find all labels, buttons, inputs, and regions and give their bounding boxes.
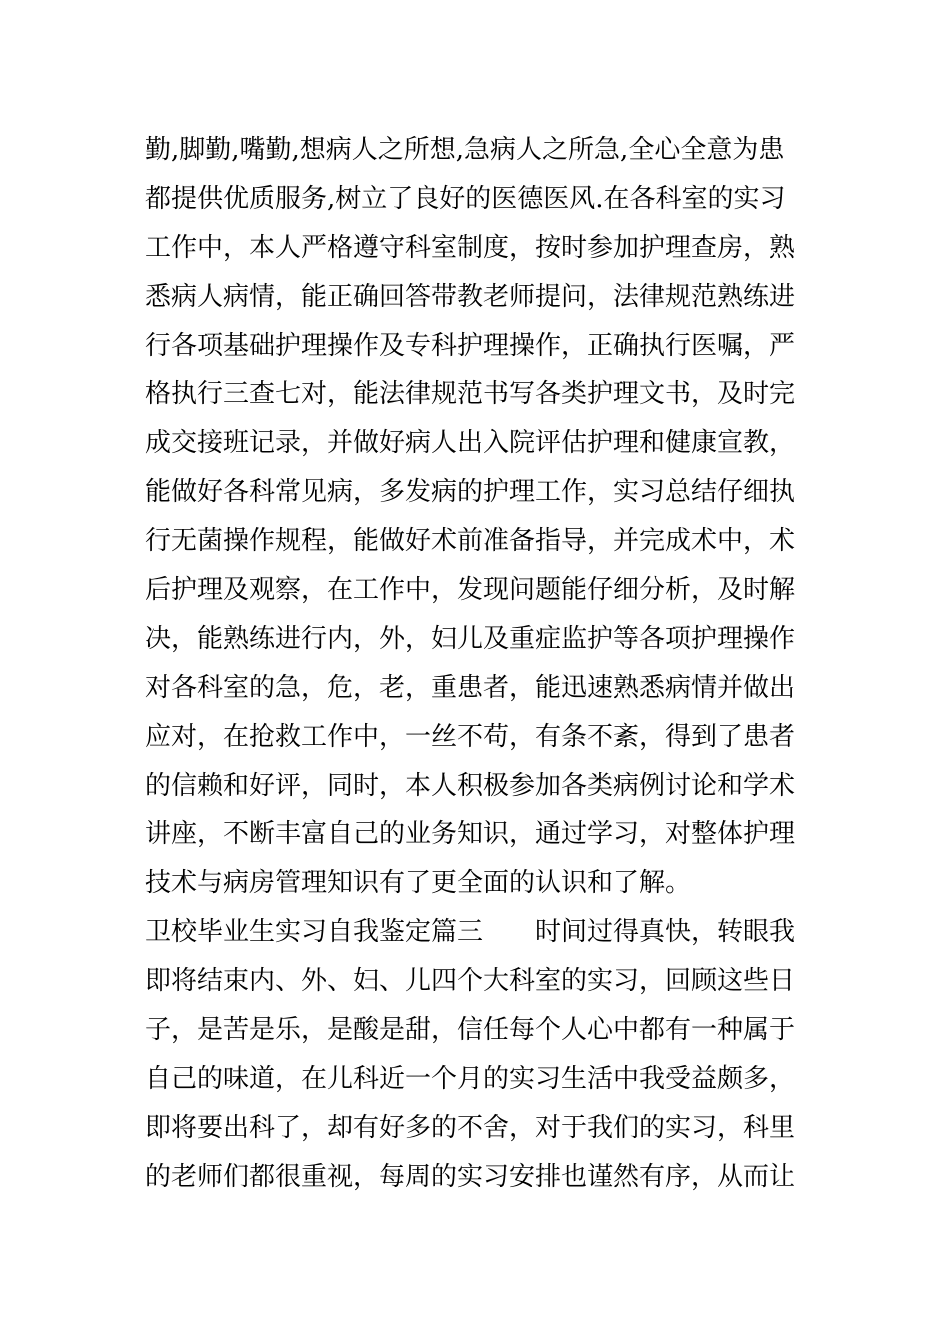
text-line: 工作中，本人严格遵守科室制度，按时参加护理查房，熟 (145, 232, 796, 263)
text-line: 勤,脚勤,嘴勤,想病人之所想,急病人之所急,全心全意为患 (145, 135, 785, 165)
text-line: 的老师们都很重视，每周的实习安排也谨然有序，从而让 (145, 1161, 796, 1192)
text-line: 即将结束内、外、妇、儿四个大科室的实习，回顾这些日 (145, 966, 796, 997)
text-line: 决，能熟练进行内，外，妇儿及重症监护等各项护理操作 (145, 623, 796, 654)
text-line: 成交接班记录，并做好病人出入院评估护理和健康宣教， (145, 428, 796, 459)
text-line: 后护理及观察，在工作中，发现问题能仔细分析，及时解 (145, 575, 796, 606)
text-line: 都提供优质服务,树立了良好的医德医风.在各科室的实习 (145, 183, 786, 214)
text-line: 行无菌操作规程，能做好术前准备指导，并完成术中，术 (145, 526, 796, 557)
body-text (145, 126, 815, 1202)
section-heading-line: 卫校毕业生实习自我鉴定篇三 时间过得真快，转眼我 (145, 917, 796, 948)
text-line: 技术与病房管理知识有了更全面的认识和了解。 (145, 868, 692, 899)
text-line: 讲座，不断丰富自己的业务知识，通过学习，对整体护理 (145, 819, 796, 850)
text-line: 能做好各科常见病，多发病的护理工作，实习总结仔细执 (145, 477, 796, 508)
text-line: 格执行三查七对，能法律规范书写各类护理文书，及时完 (145, 379, 796, 410)
text-line: 即将要出科了，却有好多的不舍，对于我们的实习，科里 (145, 1112, 796, 1143)
text-line: 行各项基础护理操作及专科护理操作，正确执行医嘱，严 (145, 330, 796, 361)
text-line: 应对，在抢救工作中，一丝不苟，有条不紊，得到了患者 (145, 721, 796, 752)
text-line: 的信赖和好评，同时，本人积极参加各类病例讨论和学术 (145, 770, 796, 801)
text-line: 自己的味道，在儿科近一个月的实习生活中我受益颇多， (145, 1063, 796, 1094)
text-line: 对各科室的急，危，老，重患者，能迅速熟悉病情并做出 (145, 672, 796, 703)
text-line: 悉病人病情，能正确回答带教老师提问，法律规范熟练进 (145, 281, 796, 312)
text-line: 子，是苦是乐，是酸是甜，信任每个人心中都有一种属于 (145, 1015, 796, 1046)
